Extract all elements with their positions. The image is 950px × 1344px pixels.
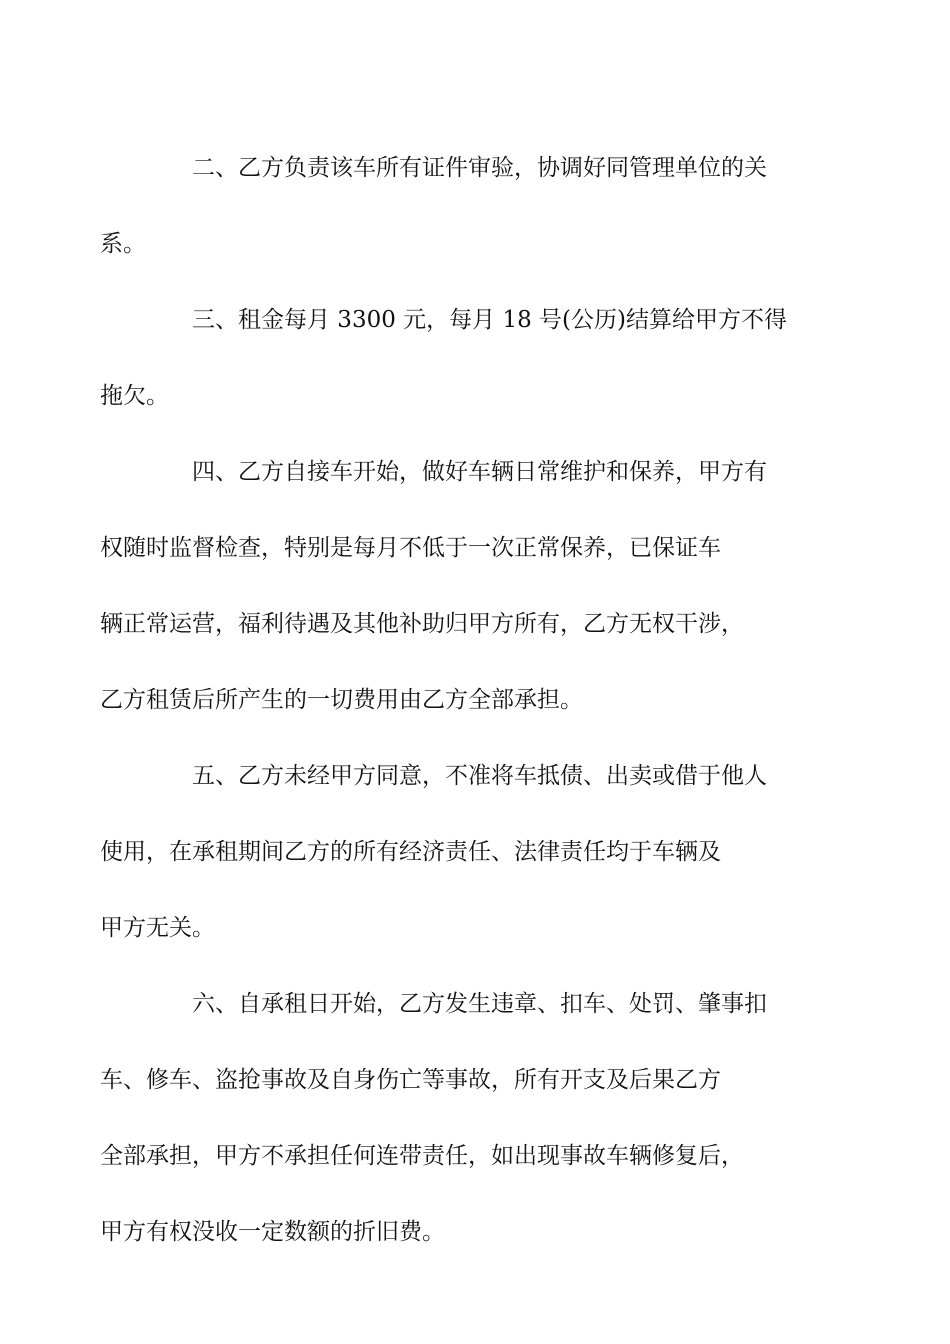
text-line: 甲方有权没收一定数额的折旧费。	[100, 1219, 445, 1245]
paragraph-clause-5	[100, 738, 808, 966]
text-line: 甲方无关。	[100, 915, 215, 941]
text-line: 三、租金每月 3300 元，每月 18 号(公历)结算给甲方不得	[192, 307, 787, 333]
text-line: 四、乙方自接车开始，做好车辆日常维护和保养，甲方有	[192, 459, 767, 485]
paragraph-clause-4	[100, 434, 808, 738]
text-line: 车、修车、盗抢事故及自身伤亡等事故，所有开支及后果乙方	[100, 1067, 721, 1093]
paragraph-clause-6	[100, 966, 808, 1270]
text-line: 五、乙方未经甲方同意，不准将车抵债、出卖或借于他人	[192, 763, 767, 789]
text-line: 乙方租赁后所产生的一切费用由乙方全部承担。	[100, 687, 583, 713]
text-line: 全部承担，甲方不承担任何连带责任，如出现事故车辆修复后，	[100, 1143, 744, 1169]
text-line: 使用，在承租期间乙方的所有经济责任、法律责任均于车辆及	[100, 839, 721, 865]
paragraph-clause-3	[100, 282, 808, 434]
text-line: 权随时监督检查，特别是每月不低于一次正常保养，已保证车	[100, 535, 721, 561]
text-line: 辆正常运营，福利待遇及其他补助归甲方所有，乙方无权干涉，	[100, 611, 744, 637]
text-line: 二、乙方负责该车所有证件审验，协调好同管理单位的关	[192, 155, 767, 181]
text-line: 六、自承租日开始，乙方发生违章、扣车、处罚、肇事扣	[192, 991, 767, 1017]
text-line: 系。	[100, 231, 146, 257]
document-body	[100, 130, 808, 1270]
paragraph-clause-2	[100, 130, 808, 282]
text-line: 拖欠。	[100, 383, 169, 409]
